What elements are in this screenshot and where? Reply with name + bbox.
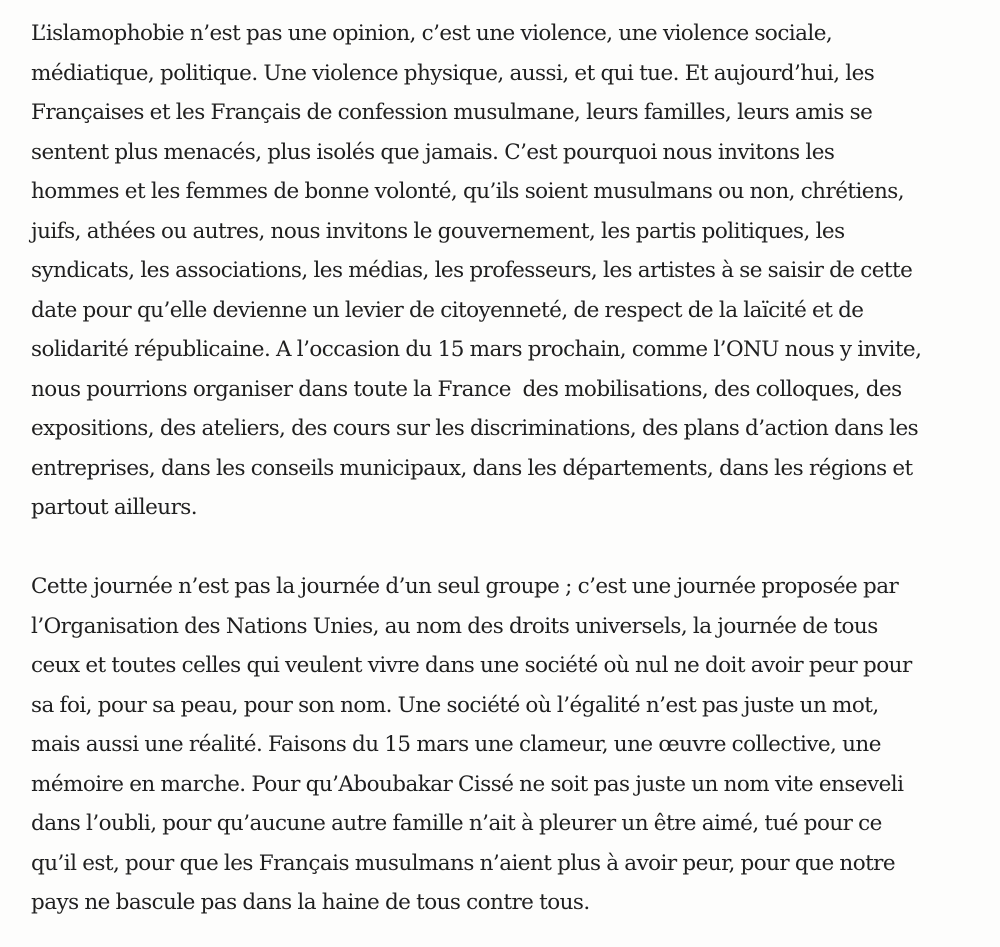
text-line: partout ailleurs.: [31, 495, 198, 520]
text-line: syndicats, les associations, les médias, les professeurs, les artistes à se saisir de cette: [31, 258, 913, 283]
article-body: [31, 14, 976, 923]
paragraph-1: [31, 14, 976, 528]
text-line: entreprises, dans les conseils municipaux, dans les départements, dans les régions et: [31, 455, 913, 481]
text-line: qu’il est, pour que les Français musulmans n’aient plus à avoir peur, pour que notre: [31, 850, 896, 876]
text-line: médiatique, politique. Une violence physique, aussi, et qui tue. Et aujourd’hui, les: [31, 60, 875, 86]
text-line: Cette journée n’est pas la journée d’un seul groupe ; c’est une journée proposée par: [31, 574, 899, 599]
text-line: nous pourrions organiser dans toute la France des mobilisations, des colloques, des: [31, 376, 902, 402]
text-line: hommes et les femmes de bonne volonté, qu’ils soient musulmans ou non, chrétiens,: [31, 179, 905, 204]
text-line: sa foi, pour sa peau, pour son nom. Une société où l’égalité n’est pas juste un mot,: [31, 692, 879, 718]
text-line: l’Organisation des Nations Unies, au nom des droits universels, la journée de tous: [31, 613, 878, 639]
text-line: L’islamophobie n’est pas une opinion, c’est une violence, une violence sociale,: [31, 21, 833, 46]
paragraph-spacer: [31, 528, 976, 568]
text-line: date pour qu’elle devienne un levier de citoyenneté, de respect de la laïcité et de: [31, 297, 864, 323]
text-line: dans l’oubli, pour qu’aucune autre famille n’ait à pleurer un être aimé, tué pour ce: [31, 811, 882, 836]
paragraph-2: [31, 567, 976, 923]
text-line: mais aussi une réalité. Faisons du 15 mars une clameur, une œuvre collective, une: [31, 732, 881, 757]
text-line: ceux et toutes celles qui veulent vivre dans une société où nul ne doit avoir peur pour: [31, 653, 912, 678]
text-line: pays ne bascule pas dans la haine de tous contre tous.: [31, 890, 590, 915]
text-line: Françaises et les Français de confession musulmane, leurs familles, leurs amis se: [31, 100, 873, 125]
text-line: sentent plus menacés, plus isolés que jamais. C’est pourquoi nous invitons les: [31, 139, 835, 165]
text-line: juifs, athées ou autres, nous invitons le gouvernement, les partis politiques, les: [31, 218, 845, 244]
text-line: expositions, des ateliers, des cours sur les discriminations, des plans d’action dans les: [31, 416, 919, 441]
text-line: mémoire en marche. Pour qu’Aboubakar Cissé ne soit pas juste un nom vite enseveli: [31, 771, 904, 797]
text-line: solidarité républicaine. A l’occasion du 15 mars prochain, comme l’ONU nous y invite,: [31, 337, 922, 362]
